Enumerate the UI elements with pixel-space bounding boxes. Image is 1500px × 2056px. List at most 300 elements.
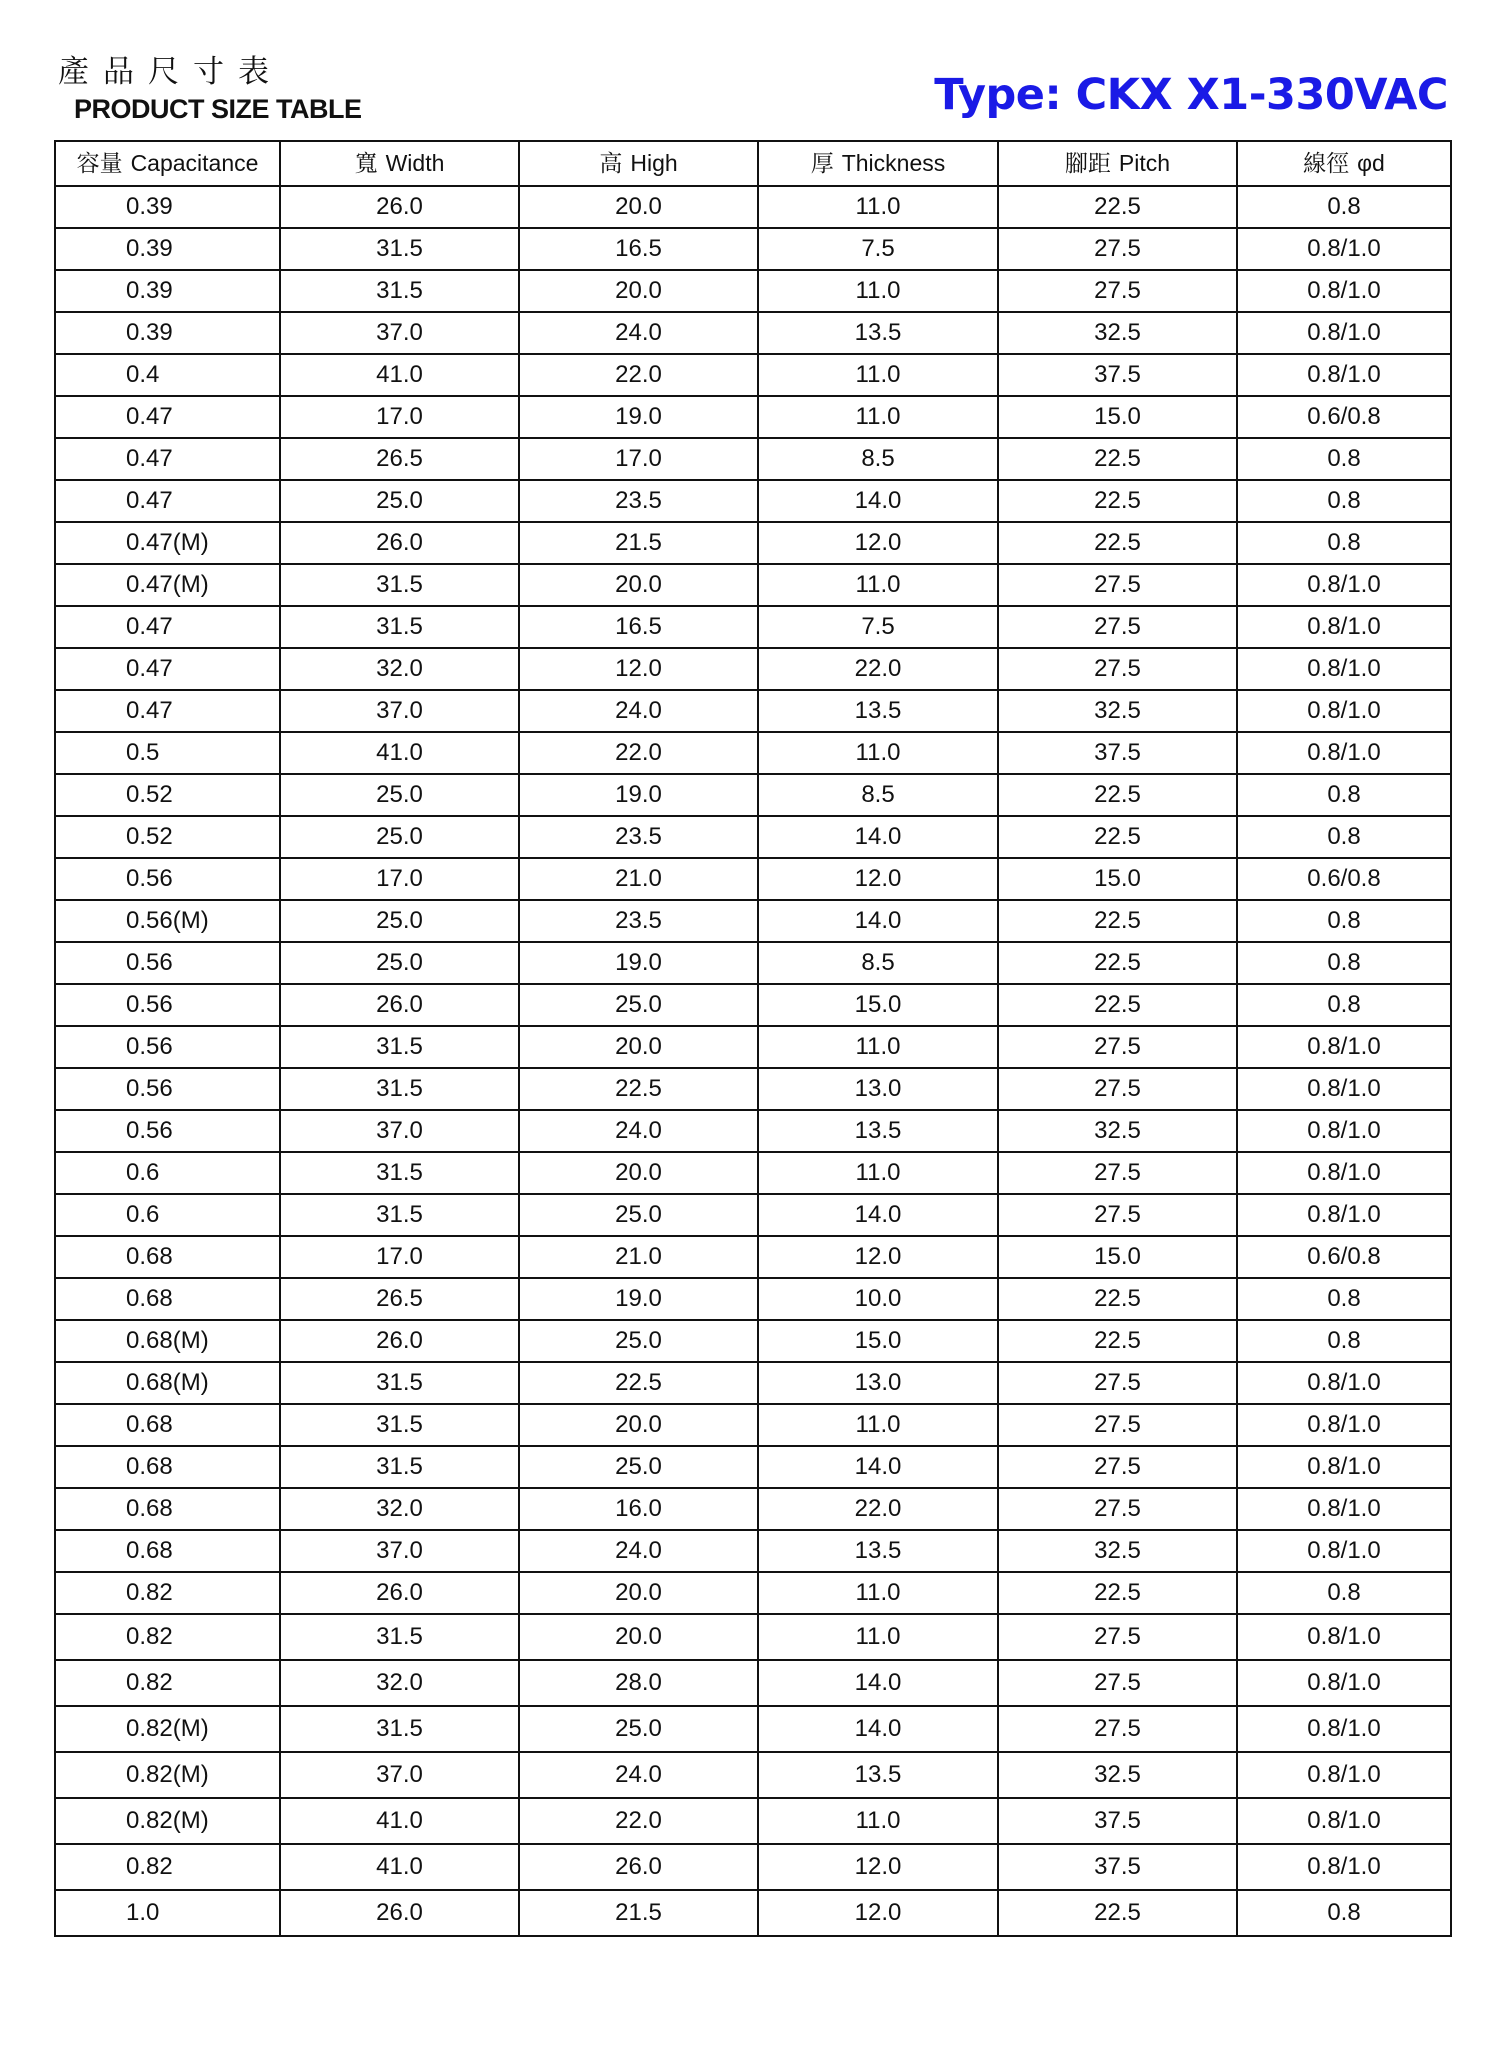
table-row: [55, 1404, 1451, 1446]
cell-wire-diameter: 0.8/1.0: [1237, 564, 1451, 606]
cell-capacitance: 0.82(M): [55, 1798, 280, 1844]
cell-capacitance: 0.68: [55, 1278, 280, 1320]
cell-wire-diameter: 0.8: [1237, 816, 1451, 858]
cell-thickness: 11.0: [758, 1404, 998, 1446]
cell-width: 31.5: [280, 1706, 519, 1752]
cell-wire-diameter: 0.8: [1237, 900, 1451, 942]
cell-wire-diameter: 0.8/1.0: [1237, 648, 1451, 690]
cell-width: 32.0: [280, 1660, 519, 1706]
cell-thickness: 13.5: [758, 1110, 998, 1152]
table-row: [55, 1362, 1451, 1404]
cell-thickness: 15.0: [758, 984, 998, 1026]
cell-pitch: 27.5: [998, 1026, 1237, 1068]
cell-thickness: 11.0: [758, 732, 998, 774]
cell-wire-diameter: 0.8/1.0: [1237, 1404, 1451, 1446]
cell-capacitance: 0.47: [55, 648, 280, 690]
table-row: [55, 690, 1451, 732]
cell-width: 26.0: [280, 984, 519, 1026]
cell-pitch: 27.5: [998, 1194, 1237, 1236]
cell-high: 26.0: [519, 1844, 758, 1890]
cell-width: 37.0: [280, 1752, 519, 1798]
cell-pitch: 22.5: [998, 438, 1237, 480]
cell-thickness: 11.0: [758, 1152, 998, 1194]
cell-thickness: 13.5: [758, 690, 998, 732]
cell-thickness: 12.0: [758, 1236, 998, 1278]
table-row: [55, 1110, 1451, 1152]
cell-wire-diameter: 0.8: [1237, 438, 1451, 480]
cell-width: 31.5: [280, 606, 519, 648]
cell-pitch: 27.5: [998, 1362, 1237, 1404]
cell-wire-diameter: 0.8: [1237, 480, 1451, 522]
cell-pitch: 22.5: [998, 1278, 1237, 1320]
cell-thickness: 22.0: [758, 648, 998, 690]
column-header-en: Pitch: [1118, 150, 1171, 176]
cell-capacitance: 0.39: [55, 270, 280, 312]
cell-high: 19.0: [519, 1278, 758, 1320]
table-row: [55, 1278, 1451, 1320]
cell-high: 22.0: [519, 1798, 758, 1844]
cell-thickness: 14.0: [758, 1194, 998, 1236]
cell-capacitance: 0.56: [55, 1026, 280, 1068]
table-row: [55, 1152, 1451, 1194]
cell-thickness: 14.0: [758, 1660, 998, 1706]
cell-capacitance: 0.47(M): [55, 522, 280, 564]
cell-wire-diameter: 0.8/1.0: [1237, 732, 1451, 774]
column-header-en: Capacitance: [130, 150, 259, 176]
cell-high: 20.0: [519, 564, 758, 606]
cell-width: 31.5: [280, 228, 519, 270]
cell-width: 26.5: [280, 1278, 519, 1320]
cell-width: 31.5: [280, 1194, 519, 1236]
cell-pitch: 27.5: [998, 1706, 1237, 1752]
cell-capacitance: 0.68(M): [55, 1320, 280, 1362]
cell-pitch: 27.5: [998, 564, 1237, 606]
cell-thickness: 11.0: [758, 186, 998, 228]
cell-width: 25.0: [280, 900, 519, 942]
cell-width: 31.5: [280, 1614, 519, 1660]
cell-thickness: 11.0: [758, 1026, 998, 1068]
cell-high: 24.0: [519, 312, 758, 354]
cell-width: 26.0: [280, 1320, 519, 1362]
cell-high: 25.0: [519, 1320, 758, 1362]
cell-high: 24.0: [519, 1530, 758, 1572]
cell-high: 20.0: [519, 270, 758, 312]
cell-width: 41.0: [280, 1798, 519, 1844]
column-header-zh: 容量: [76, 151, 123, 177]
cell-high: 23.5: [519, 480, 758, 522]
cell-pitch: 27.5: [998, 1404, 1237, 1446]
table-row: [55, 858, 1451, 900]
cell-width: 25.0: [280, 816, 519, 858]
cell-thickness: 14.0: [758, 1446, 998, 1488]
cell-high: 21.5: [519, 522, 758, 564]
cell-capacitance: 0.56: [55, 942, 280, 984]
cell-width: 31.5: [280, 1152, 519, 1194]
cell-capacitance: 0.47(M): [55, 564, 280, 606]
table-body: [55, 186, 1451, 1936]
cell-wire-diameter: 0.8/1.0: [1237, 1446, 1451, 1488]
cell-thickness: 8.5: [758, 774, 998, 816]
cell-capacitance: 0.5: [55, 732, 280, 774]
table-row: [55, 816, 1451, 858]
cell-high: 20.0: [519, 1614, 758, 1660]
cell-width: 37.0: [280, 1530, 519, 1572]
cell-pitch: 32.5: [998, 690, 1237, 732]
cell-pitch: 37.5: [998, 1798, 1237, 1844]
cell-capacitance: 0.68: [55, 1236, 280, 1278]
cell-width: 31.5: [280, 1446, 519, 1488]
cell-wire-diameter: 0.6/0.8: [1237, 858, 1451, 900]
cell-thickness: 15.0: [758, 1320, 998, 1362]
cell-width: 31.5: [280, 1068, 519, 1110]
cell-wire-diameter: 0.8/1.0: [1237, 606, 1451, 648]
cell-wire-diameter: 0.8/1.0: [1237, 1194, 1451, 1236]
cell-pitch: 27.5: [998, 1068, 1237, 1110]
table-row: [55, 1068, 1451, 1110]
cell-thickness: 12.0: [758, 1844, 998, 1890]
cell-thickness: 13.0: [758, 1362, 998, 1404]
cell-high: 20.0: [519, 1572, 758, 1614]
cell-capacitance: 0.68: [55, 1488, 280, 1530]
cell-wire-diameter: 0.8: [1237, 774, 1451, 816]
table-row: [55, 312, 1451, 354]
cell-capacitance: 0.82: [55, 1660, 280, 1706]
cell-thickness: 12.0: [758, 858, 998, 900]
table-row: [55, 900, 1451, 942]
cell-wire-diameter: 0.8/1.0: [1237, 228, 1451, 270]
table-row: [55, 1752, 1451, 1798]
cell-pitch: 22.5: [998, 774, 1237, 816]
column-header-pitch: [998, 141, 1237, 186]
table-row: [55, 354, 1451, 396]
cell-capacitance: 0.68(M): [55, 1362, 280, 1404]
cell-width: 32.0: [280, 648, 519, 690]
cell-capacitance: 0.56: [55, 858, 280, 900]
cell-capacitance: 0.4: [55, 354, 280, 396]
cell-width: 17.0: [280, 1236, 519, 1278]
column-header-zh: 高: [599, 151, 623, 177]
table-row: [55, 1660, 1451, 1706]
cell-thickness: 11.0: [758, 396, 998, 438]
cell-high: 22.0: [519, 732, 758, 774]
cell-pitch: 22.5: [998, 816, 1237, 858]
cell-high: 20.0: [519, 186, 758, 228]
cell-width: 41.0: [280, 1844, 519, 1890]
cell-width: 31.5: [280, 564, 519, 606]
cell-high: 12.0: [519, 648, 758, 690]
cell-wire-diameter: 0.8: [1237, 1890, 1451, 1936]
cell-wire-diameter: 0.8/1.0: [1237, 1660, 1451, 1706]
cell-high: 20.0: [519, 1404, 758, 1446]
cell-wire-diameter: 0.8/1.0: [1237, 1152, 1451, 1194]
cell-wire-diameter: 0.8/1.0: [1237, 354, 1451, 396]
cell-capacitance: 0.68: [55, 1446, 280, 1488]
cell-high: 21.5: [519, 1890, 758, 1936]
table-row: [55, 438, 1451, 480]
cell-high: 16.5: [519, 228, 758, 270]
cell-width: 37.0: [280, 1110, 519, 1152]
cell-capacitance: 0.39: [55, 228, 280, 270]
cell-thickness: 7.5: [758, 228, 998, 270]
cell-width: 37.0: [280, 690, 519, 732]
cell-pitch: 15.0: [998, 858, 1237, 900]
cell-thickness: 13.5: [758, 1530, 998, 1572]
cell-high: 20.0: [519, 1026, 758, 1068]
table-row: [55, 1320, 1451, 1362]
cell-high: 22.0: [519, 354, 758, 396]
cell-pitch: 22.5: [998, 480, 1237, 522]
cell-thickness: 14.0: [758, 816, 998, 858]
cell-high: 17.0: [519, 438, 758, 480]
column-header-zh: 腳距: [1064, 151, 1111, 177]
cell-width: 25.0: [280, 480, 519, 522]
cell-high: 23.5: [519, 816, 758, 858]
cell-wire-diameter: 0.6/0.8: [1237, 396, 1451, 438]
table-row: [55, 984, 1451, 1026]
cell-wire-diameter: 0.8: [1237, 522, 1451, 564]
cell-pitch: 22.5: [998, 900, 1237, 942]
table-row: [55, 270, 1451, 312]
cell-wire-diameter: 0.8: [1237, 1278, 1451, 1320]
cell-thickness: 13.5: [758, 312, 998, 354]
header-row: [55, 141, 1451, 186]
cell-high: 19.0: [519, 942, 758, 984]
cell-thickness: 10.0: [758, 1278, 998, 1320]
column-header-width: [280, 141, 519, 186]
table-row: [55, 1236, 1451, 1278]
cell-high: 22.5: [519, 1068, 758, 1110]
cell-capacitance: 0.6: [55, 1194, 280, 1236]
cell-pitch: 27.5: [998, 606, 1237, 648]
cell-high: 19.0: [519, 774, 758, 816]
cell-high: 24.0: [519, 1752, 758, 1798]
table-row: [55, 774, 1451, 816]
table-row: [55, 1446, 1451, 1488]
cell-wire-diameter: 0.8/1.0: [1237, 1752, 1451, 1798]
cell-capacitance: 0.56: [55, 1068, 280, 1110]
cell-capacitance: 0.56(M): [55, 900, 280, 942]
table-row: [55, 1844, 1451, 1890]
cell-width: 25.0: [280, 942, 519, 984]
cell-pitch: 22.5: [998, 186, 1237, 228]
column-header-en: φd: [1357, 150, 1385, 176]
cell-capacitance: 0.39: [55, 186, 280, 228]
table-row: [55, 522, 1451, 564]
cell-pitch: 27.5: [998, 648, 1237, 690]
table-row: [55, 1572, 1451, 1614]
cell-width: 26.0: [280, 1890, 519, 1936]
cell-thickness: 7.5: [758, 606, 998, 648]
cell-capacitance: 0.52: [55, 816, 280, 858]
cell-pitch: 27.5: [998, 1152, 1237, 1194]
cell-width: 26.0: [280, 186, 519, 228]
cell-wire-diameter: 0.8/1.0: [1237, 1798, 1451, 1844]
cell-thickness: 22.0: [758, 1488, 998, 1530]
cell-pitch: 22.5: [998, 1890, 1237, 1936]
cell-high: 25.0: [519, 1446, 758, 1488]
column-header-zh: 線徑: [1303, 151, 1350, 177]
cell-thickness: 13.0: [758, 1068, 998, 1110]
cell-width: 41.0: [280, 732, 519, 774]
cell-pitch: 37.5: [998, 354, 1237, 396]
cell-wire-diameter: 0.8: [1237, 186, 1451, 228]
table-row: [55, 1706, 1451, 1752]
cell-wire-diameter: 0.8/1.0: [1237, 270, 1451, 312]
table-row: [55, 1194, 1451, 1236]
cell-high: 20.0: [519, 1152, 758, 1194]
table-row: [55, 1530, 1451, 1572]
product-size-table: [54, 140, 1452, 1937]
cell-pitch: 32.5: [998, 312, 1237, 354]
cell-pitch: 32.5: [998, 1752, 1237, 1798]
column-header-high: [519, 141, 758, 186]
cell-capacitance: 0.52: [55, 774, 280, 816]
table-row: [55, 732, 1451, 774]
cell-capacitance: 0.56: [55, 984, 280, 1026]
cell-thickness: 14.0: [758, 1706, 998, 1752]
cell-width: 26.0: [280, 1572, 519, 1614]
cell-thickness: 11.0: [758, 1572, 998, 1614]
table-header: [55, 141, 1451, 186]
cell-thickness: 8.5: [758, 438, 998, 480]
cell-width: 31.5: [280, 1404, 519, 1446]
cell-wire-diameter: 0.8: [1237, 942, 1451, 984]
cell-wire-diameter: 0.8/1.0: [1237, 1068, 1451, 1110]
cell-wire-diameter: 0.8/1.0: [1237, 690, 1451, 732]
cell-pitch: 22.5: [998, 1572, 1237, 1614]
cell-width: 31.5: [280, 1026, 519, 1068]
cell-thickness: 11.0: [758, 354, 998, 396]
cell-capacitance: 0.82: [55, 1614, 280, 1660]
table-row: [55, 942, 1451, 984]
page-title-zh: 產品尺寸表: [58, 54, 283, 90]
column-header-wire-diameter: [1237, 141, 1451, 186]
column-header-zh: 厚: [810, 151, 834, 177]
cell-capacitance: 0.82(M): [55, 1752, 280, 1798]
cell-capacitance: 0.56: [55, 1110, 280, 1152]
cell-wire-diameter: 0.8/1.0: [1237, 1110, 1451, 1152]
cell-pitch: 32.5: [998, 1110, 1237, 1152]
cell-wire-diameter: 0.6/0.8: [1237, 1236, 1451, 1278]
cell-high: 16.5: [519, 606, 758, 648]
cell-pitch: 22.5: [998, 984, 1237, 1026]
table-row: [55, 186, 1451, 228]
cell-wire-diameter: 0.8/1.0: [1237, 1362, 1451, 1404]
cell-thickness: 13.5: [758, 1752, 998, 1798]
cell-width: 17.0: [280, 396, 519, 438]
cell-high: 23.5: [519, 900, 758, 942]
cell-width: 32.0: [280, 1488, 519, 1530]
table-row: [55, 396, 1451, 438]
cell-pitch: 32.5: [998, 1530, 1237, 1572]
cell-capacitance: 0.68: [55, 1404, 280, 1446]
cell-capacitance: 0.6: [55, 1152, 280, 1194]
cell-wire-diameter: 0.8: [1237, 1320, 1451, 1362]
cell-high: 19.0: [519, 396, 758, 438]
cell-pitch: 22.5: [998, 522, 1237, 564]
cell-thickness: 11.0: [758, 1614, 998, 1660]
cell-width: 31.5: [280, 1362, 519, 1404]
cell-capacitance: 0.68: [55, 1530, 280, 1572]
cell-pitch: 27.5: [998, 1488, 1237, 1530]
cell-wire-diameter: 0.8/1.0: [1237, 1026, 1451, 1068]
cell-capacitance: 0.47: [55, 438, 280, 480]
cell-high: 16.0: [519, 1488, 758, 1530]
cell-width: 26.0: [280, 522, 519, 564]
cell-thickness: 14.0: [758, 480, 998, 522]
cell-capacitance: 0.47: [55, 480, 280, 522]
cell-pitch: 22.5: [998, 1320, 1237, 1362]
table-row: [55, 606, 1451, 648]
cell-wire-diameter: 0.8: [1237, 984, 1451, 1026]
table-row: [55, 1890, 1451, 1936]
table-row: [55, 1488, 1451, 1530]
cell-pitch: 22.5: [998, 942, 1237, 984]
cell-width: 26.5: [280, 438, 519, 480]
cell-thickness: 11.0: [758, 564, 998, 606]
cell-capacitance: 0.82: [55, 1844, 280, 1890]
table-row: [55, 564, 1451, 606]
cell-capacitance: 1.0: [55, 1890, 280, 1936]
cell-wire-diameter: 0.8/1.0: [1237, 1706, 1451, 1752]
cell-thickness: 12.0: [758, 522, 998, 564]
cell-pitch: 15.0: [998, 396, 1237, 438]
column-header-en: Width: [385, 150, 445, 176]
cell-high: 25.0: [519, 1706, 758, 1752]
table-row: [55, 1798, 1451, 1844]
column-header-en: High: [630, 150, 678, 176]
cell-capacitance: 0.39: [55, 312, 280, 354]
cell-pitch: 27.5: [998, 1446, 1237, 1488]
cell-width: 17.0: [280, 858, 519, 900]
cell-high: 28.0: [519, 1660, 758, 1706]
cell-thickness: 11.0: [758, 270, 998, 312]
column-header-zh: 寬: [354, 151, 378, 177]
cell-wire-diameter: 0.8: [1237, 1572, 1451, 1614]
cell-capacitance: 0.47: [55, 690, 280, 732]
cell-width: 31.5: [280, 270, 519, 312]
cell-high: 25.0: [519, 984, 758, 1026]
cell-capacitance: 0.82: [55, 1572, 280, 1614]
cell-width: 25.0: [280, 774, 519, 816]
cell-pitch: 27.5: [998, 270, 1237, 312]
cell-thickness: 8.5: [758, 942, 998, 984]
table-row: [55, 1026, 1451, 1068]
cell-wire-diameter: 0.8/1.0: [1237, 312, 1451, 354]
column-header-capacitance: [55, 141, 280, 186]
cell-high: 25.0: [519, 1194, 758, 1236]
table-row: [55, 1614, 1451, 1660]
table-row: [55, 480, 1451, 522]
cell-pitch: 37.5: [998, 1844, 1237, 1890]
cell-wire-diameter: 0.8/1.0: [1237, 1614, 1451, 1660]
cell-pitch: 15.0: [998, 1236, 1237, 1278]
cell-capacitance: 0.82(M): [55, 1706, 280, 1752]
cell-high: 22.5: [519, 1362, 758, 1404]
page-title-en: PRODUCT SIZE TABLE: [74, 94, 362, 124]
cell-capacitance: 0.47: [55, 606, 280, 648]
column-header-en: Thickness: [841, 150, 946, 176]
cell-pitch: 37.5: [998, 732, 1237, 774]
cell-wire-diameter: 0.8/1.0: [1237, 1844, 1451, 1890]
cell-capacitance: 0.47: [55, 396, 280, 438]
cell-pitch: 27.5: [998, 1660, 1237, 1706]
cell-high: 21.0: [519, 858, 758, 900]
cell-high: 21.0: [519, 1236, 758, 1278]
cell-high: 24.0: [519, 1110, 758, 1152]
cell-high: 24.0: [519, 690, 758, 732]
column-header-thickness: [758, 141, 998, 186]
